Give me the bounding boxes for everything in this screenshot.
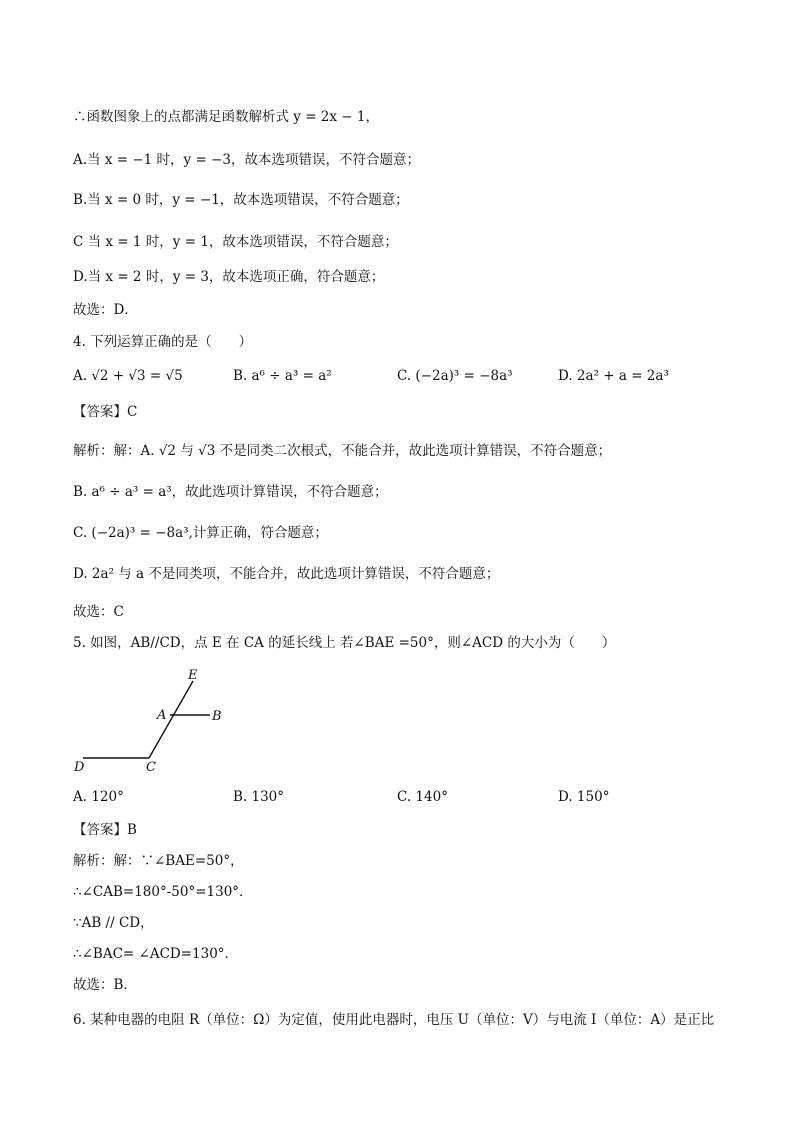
text-line: B.当 x = 0 时，y = −1，故本选项错误，不符合题意； — [73, 192, 409, 208]
solution-line: C. (−2a)³ = −8a³,计算正确，符合题意； — [73, 525, 328, 541]
question-5-options — [73, 789, 753, 809]
line-ce — [149, 681, 193, 758]
label-a: A — [157, 708, 167, 723]
solution-line: ∴∠CAB=180°-50°=130°． — [73, 884, 253, 900]
text-line: A.当 x = −1 时，y = −3，故本选项错误，不符合题意； — [73, 152, 420, 168]
question-5-stem: 5. 如图，AB//CD，点 E 在 CA 的延长线上 若∠BAE =50°，则∠ACD 的大小为（ ） — [73, 635, 616, 651]
option-b: B. 130° — [233, 789, 285, 805]
solution-line: 解析：解：A. √2 与 √3 不是同类二次根式，不能合并，故此选项计算错误，不符合题意； — [73, 443, 612, 459]
label-c: C — [146, 760, 156, 775]
text-line: ∴函数图象上的点都满足函数解析式 y = 2x − 1， — [73, 109, 379, 125]
solution-line: ∴∠BAC= ∠ACD=130°． — [73, 946, 239, 962]
option-d: D. 150° — [558, 789, 610, 805]
question-4-stem: 4. 下列运算正确的是（ ） — [73, 334, 253, 350]
solution-line: 故选：C — [73, 604, 124, 620]
option-c: C. (−2a)³ = −8a³ — [397, 368, 513, 384]
option-a: A. √2 + √3 = √5 — [73, 368, 183, 384]
option-d: D. 2a² + a = 2a³ — [558, 368, 669, 384]
solution-line: D. 2a² 与 a 不是同类项，不能合并，故此选项计算错误，不符合题意； — [73, 566, 500, 582]
label-b: B — [212, 709, 222, 724]
solution-line: ∵AB // CD， — [73, 915, 154, 931]
answer-5: 【答案】B — [73, 822, 137, 838]
text-line: 故选：D． — [73, 302, 138, 318]
geometry-figure — [70, 664, 230, 776]
answer-4: 【答案】C — [73, 404, 138, 420]
solution-line: 故选：B． — [73, 977, 137, 993]
option-b: B. a⁶ ÷ a³ = a² — [233, 368, 332, 384]
question-4-options — [73, 368, 753, 388]
option-a: A. 120° — [73, 789, 124, 805]
text-line: C 当 x = 1 时，y = 1，故本选项错误，不符合题意； — [73, 234, 398, 250]
label-e: E — [188, 668, 198, 683]
question-6-stem: 6. 某种电器的电阻 R（单位：Ω）为定值，使用此电器时，电压 U（单位：V）与电流 I（单位：A）是正比 — [73, 1012, 715, 1028]
label-d: D — [74, 760, 85, 775]
text-line: D.当 x = 2 时，y = 3，故本选项正确，符合题意； — [73, 269, 385, 285]
solution-line: B. a⁶ ÷ a³ = a³，故此选项计算错误，不符合题意； — [73, 484, 388, 500]
option-c: C. 140° — [397, 789, 448, 805]
solution-line: 解析：解：∵∠BAE=50°， — [73, 853, 244, 869]
